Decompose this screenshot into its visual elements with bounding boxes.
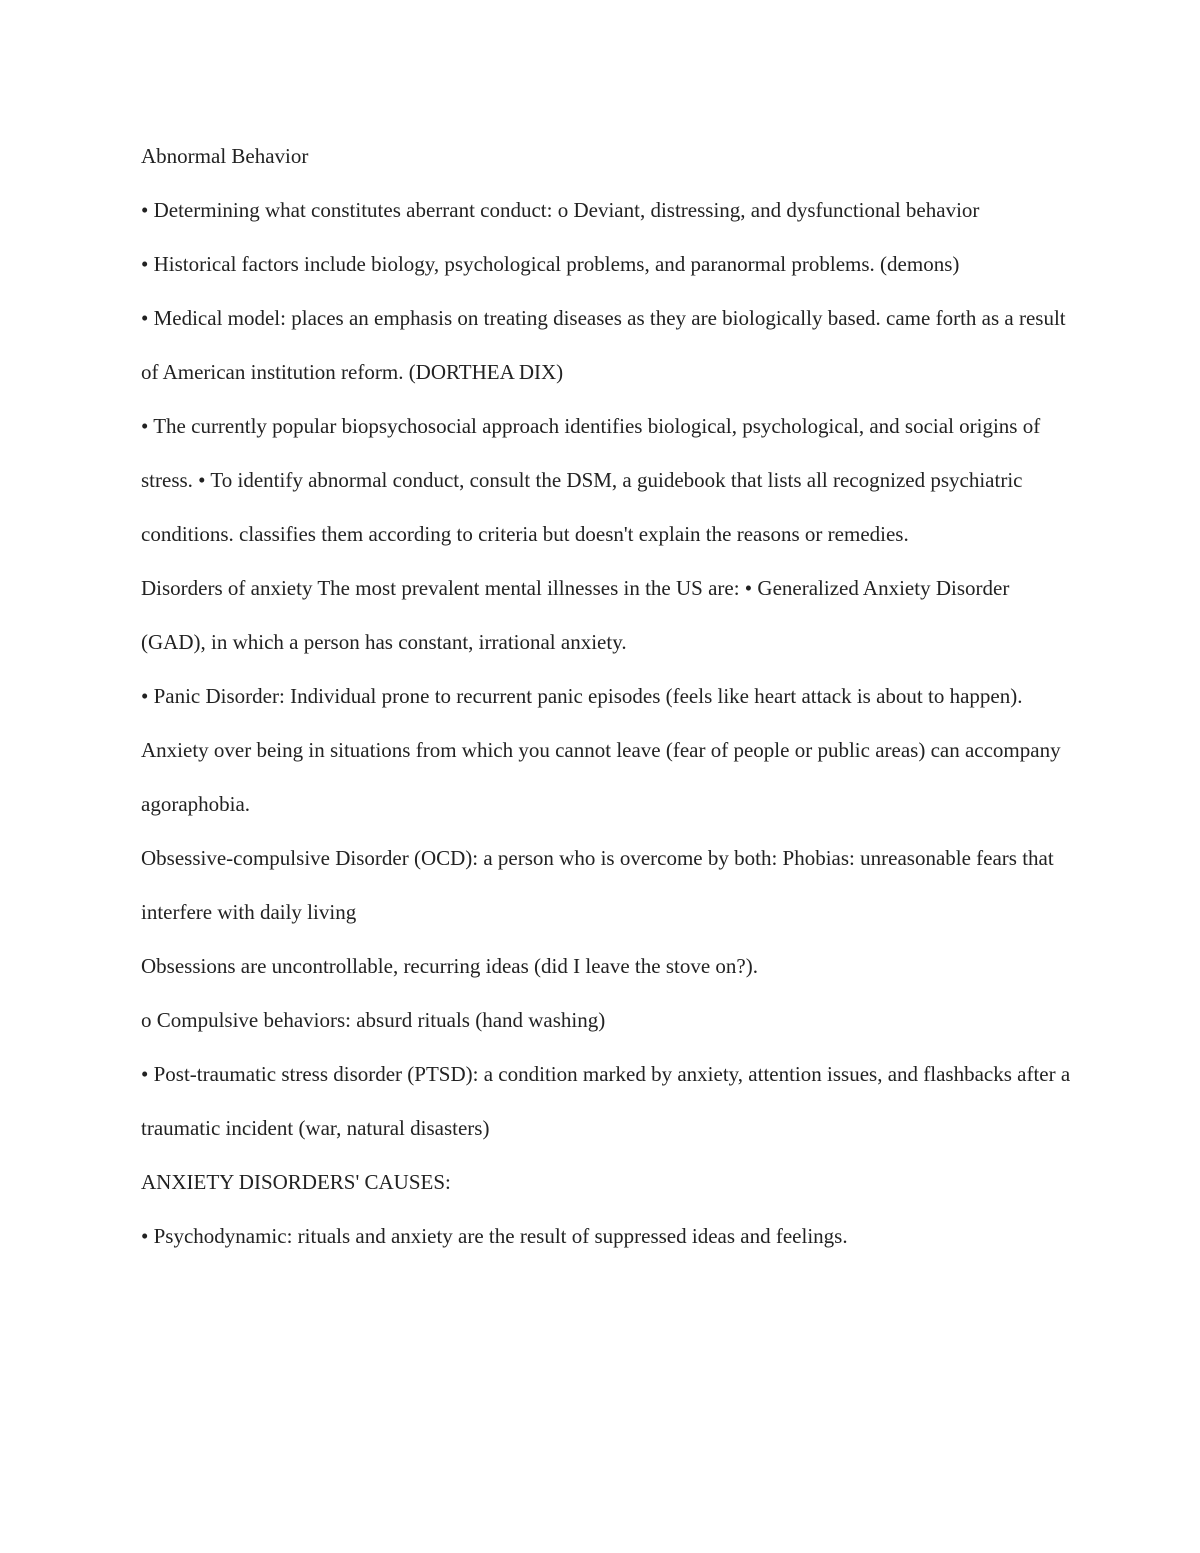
paragraph-aberrant-conduct: • Determining what constitutes aberrant conduct: o Deviant, distressing, and dysfunctional behavior	[141, 198, 980, 222]
paragraph-historical-factors: • Historical factors include biology, psychological problems, and paranormal problems. (demons)	[141, 252, 960, 276]
paragraph-ocd: Obsessive-compulsive Disorder (OCD): a person who is overcome by both: Phobias: unreasonable fears that interfere with daily living	[141, 846, 1059, 924]
paragraph-anxiety-disorders: Disorders of anxiety The most prevalent mental illnesses in the US are: • Generalized Anxiety Disorder (GAD), in which a person has constant, irrational anxiety.	[141, 576, 1015, 654]
paragraph-obsessions: Obsessions are uncontrollable, recurring ideas (did I leave the stove on?).	[141, 954, 758, 978]
document-title: Abnormal Behavior	[141, 144, 309, 168]
paragraph-panic-disorder: • Panic Disorder: Individual prone to recurrent panic episodes (feels like heart attack is about to happen). Anxiety over being in situations from which you cannot leave (fear of people or public areas) can accompany agoraphobia.	[141, 684, 1066, 816]
paragraph-biopsychosocial: • The currently popular biopsychosocial approach identifies biological, psychological, and social origins of stress. • To identify abnormal conduct, consult the DSM, a guidebook that lists all recognized psychiatric conditions. classifies them according to criteria but doesn't explain the reasons or remedies.	[141, 414, 1046, 546]
section-heading-causes: ANXIETY DISORDERS' CAUSES:	[141, 1170, 451, 1194]
paragraph-psychodynamic: • Psychodynamic: rituals and anxiety are the result of suppressed ideas and feelings.	[141, 1224, 848, 1248]
paragraph-medical-model: • Medical model: places an emphasis on treating diseases as they are biologically based. came forth as a result of American institution reform. (DORTHEA DIX)	[141, 306, 1071, 384]
paragraph-ptsd: • Post-traumatic stress disorder (PTSD): a condition marked by anxiety, attention issues, and flashbacks after a traumatic incident (war, natural disasters)	[141, 1062, 1076, 1140]
document-body	[141, 129, 1076, 1263]
paragraph-compulsive-behaviors: o Compulsive behaviors: absurd rituals (hand washing)	[141, 1008, 606, 1032]
